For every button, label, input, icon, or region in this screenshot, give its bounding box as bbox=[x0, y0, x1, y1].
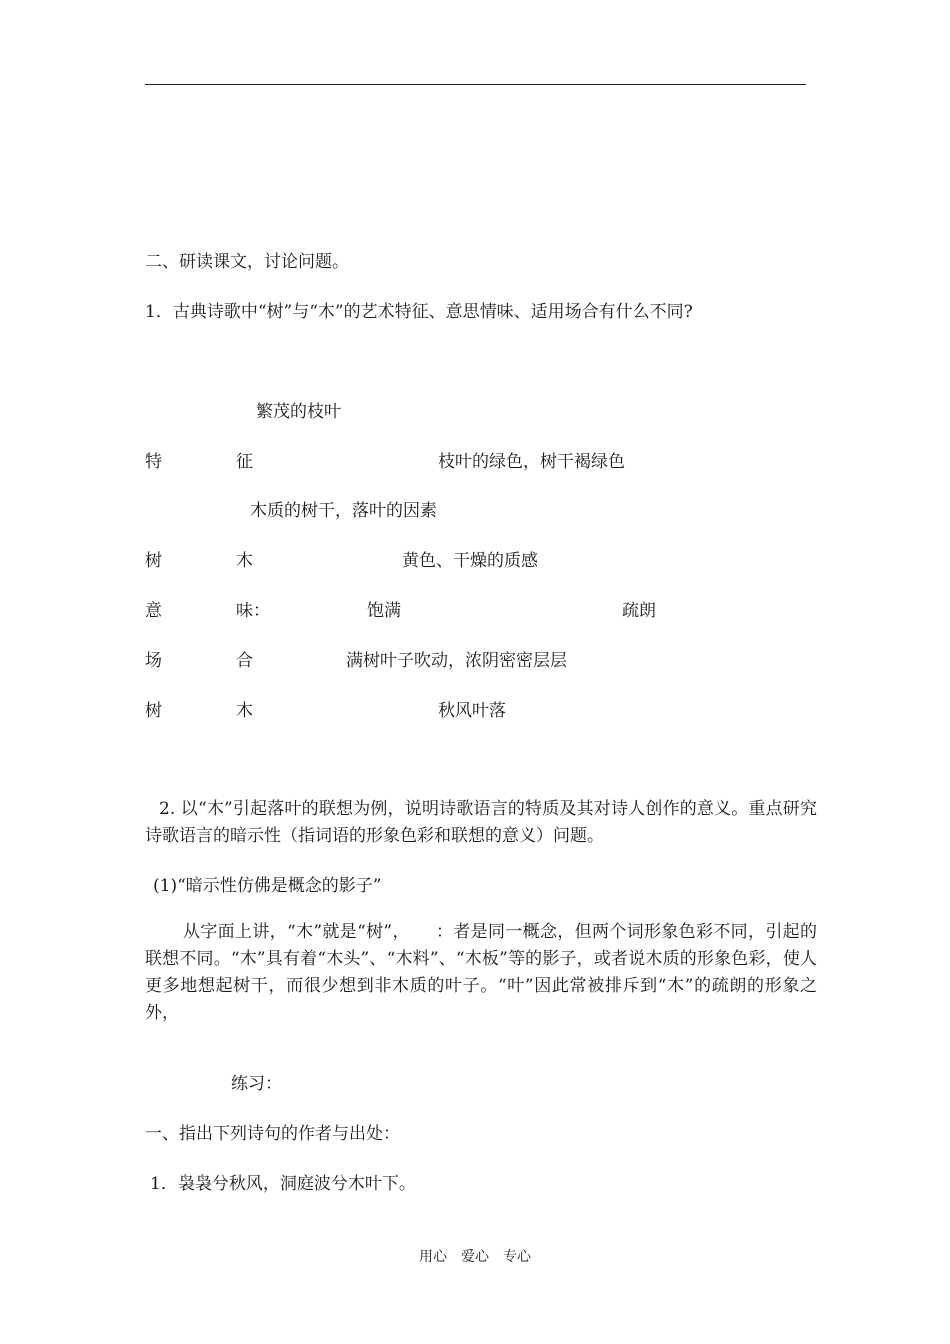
body-paragraph: 从字面上讲，“木”就是“树”， ：者是同一概念，但两个词形象色彩不同，引起的联想不同。“木”具有着“木头”、“木料”、“木板”等的影子，或者说木质的形象色彩，使人更多地想起树干，而很少想到非木质的叶子。“叶”因此常被排斥到“木”的疏朗的形象之外， bbox=[145, 922, 817, 1023]
diagram-label: 场 bbox=[145, 651, 162, 671]
diagram-label: 征 bbox=[236, 452, 253, 472]
diagram-text: 饱满 bbox=[367, 601, 401, 621]
diagram-text: 满树叶子吹动，浓阴密密层层 bbox=[346, 651, 567, 671]
diagram-text: 秋风叶落 bbox=[438, 701, 506, 721]
subheading: (1)“暗示性仿佛是概念的影子” bbox=[153, 876, 382, 896]
exercise-item: 1．袅袅兮秋风，洞庭波兮木叶下。 bbox=[150, 1174, 416, 1194]
diagram-text: 黄色、干燥的质感 bbox=[402, 551, 538, 571]
section-heading: 二、研读课文，讨论问题。 bbox=[145, 252, 349, 272]
diagram-label: 意 bbox=[145, 601, 162, 621]
diagram-label: 木 bbox=[236, 551, 253, 571]
diagram-label: 木 bbox=[236, 701, 253, 721]
diagram-label: 树 bbox=[145, 701, 162, 721]
diagram-label: 特 bbox=[145, 452, 162, 472]
diagram-text: 枝叶的绿色，树干褐绿色 bbox=[438, 452, 625, 472]
diagram-text: 疏朗 bbox=[622, 601, 656, 621]
exercise-label: 练习： bbox=[231, 1074, 282, 1094]
question-2: 2. 以“木”引起落叶的联想为例，说明诗歌语言的特质及其对诗人创作的意义。重点研究诗歌语言的暗示性（指词语的形象色彩和联想的意义）问题。 bbox=[145, 799, 817, 846]
diagram-label: 味： bbox=[236, 601, 270, 621]
diagram-text: 木质的树干，落叶的因素 bbox=[250, 501, 437, 521]
exercise-heading: 一、指出下列诗句的作者与出处： bbox=[145, 1124, 400, 1144]
diagram-label: 合 bbox=[236, 651, 253, 671]
header-rule bbox=[145, 84, 806, 85]
page-footer: 用心 爱心 专心 bbox=[419, 1249, 531, 1265]
question-1: 1．古典诗歌中“树”与“木”的艺术特征、意思情味、适用场合有什么不同? bbox=[145, 302, 693, 322]
diagram-label: 树 bbox=[145, 551, 162, 571]
diagram-text: 繁茂的枝叶 bbox=[256, 402, 341, 422]
